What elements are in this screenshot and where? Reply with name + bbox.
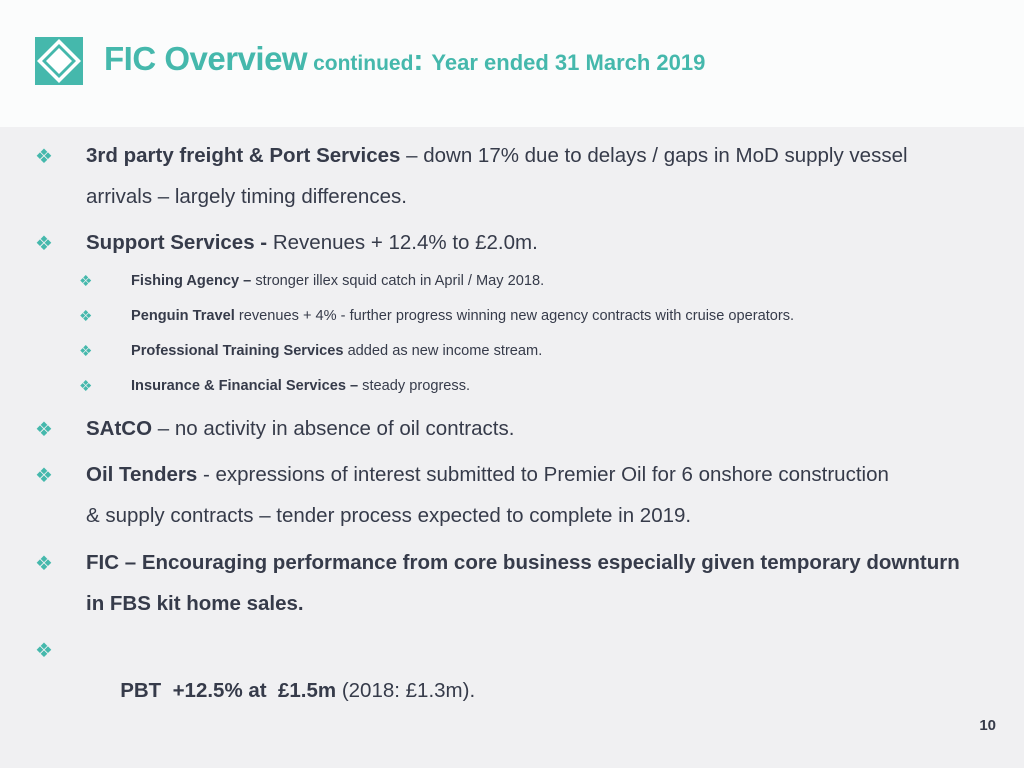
- bullet-text: [86, 408, 996, 449]
- bullet-text: [86, 222, 996, 263]
- bullet-rest: – no activity in absence of oil contracts.: [152, 417, 515, 440]
- bullet-line2: & supply contracts – tender process expected to complete in 2019.: [86, 504, 692, 527]
- sub-bullet-rest: steady progress.: [358, 378, 471, 394]
- sub-bullet-text: [131, 341, 542, 361]
- bullet-bold-line1: FIC – Encouraging performance from core business especially given temporary downturn: [86, 551, 960, 574]
- bullet-bold-line2: in FBS kit home sales.: [86, 592, 304, 615]
- page-title: [104, 40, 705, 78]
- bullet-text: [86, 135, 996, 217]
- bullet-diamond-icon: ❖: [79, 308, 93, 325]
- bullet-rest: (2018: £1.3m).: [336, 679, 476, 702]
- bullet-diamond-icon: ❖: [35, 146, 53, 168]
- bullet-bold: PBT +12.5% at £1.5m: [120, 679, 337, 702]
- bullet-text: [86, 542, 996, 624]
- bullet-rest: - expressions of interest submitted to Premier Oil for 6 onshore construction: [197, 463, 889, 486]
- sub-bullet-rest: stronger illex squid catch in April / May 2018.: [251, 273, 545, 289]
- sub-bullet-text: [131, 376, 470, 396]
- bullet-diamond-icon: ❖: [35, 419, 53, 441]
- sub-bullet-text: [131, 306, 794, 326]
- sub-bullet-rest: added as new income stream.: [343, 343, 543, 359]
- bullet-diamond-icon: ❖: [79, 273, 93, 290]
- bullet-diamond-icon: ❖: [35, 553, 53, 575]
- bullet-text: [86, 629, 996, 752]
- bullet-rest: – down 17% due to delays / gaps in MoD supply vessel: [400, 144, 908, 167]
- title-main: FIC Overview: [104, 40, 308, 77]
- bullet-diamond-icon: ❖: [35, 640, 53, 662]
- sub-bullet-rest: revenues + 4% - further progress winning new agency contracts with cruise operators.: [234, 308, 795, 324]
- bullet-bold: SAtCO: [86, 417, 153, 440]
- bullet-bold: Oil Tenders: [86, 463, 198, 486]
- title-period: Year ended 31 March 2019: [431, 50, 706, 75]
- title-continued: continued: [313, 52, 414, 75]
- sub-bullet-bold: Professional Training Services: [131, 343, 344, 359]
- sub-bullet-bold: Penguin Travel: [131, 308, 235, 324]
- slide-header: [0, 0, 1024, 127]
- page-number: 10: [979, 717, 996, 734]
- bullet-diamond-icon: ❖: [79, 343, 93, 360]
- bullet-rest: Revenues + 12.4% to £2.0m.: [267, 231, 538, 254]
- bullet-diamond-icon: ❖: [79, 378, 93, 395]
- bullet-bold: Support Services -: [86, 231, 268, 254]
- bullet-diamond-icon: ❖: [35, 233, 53, 255]
- bullet-bold: 3rd party freight & Port Services: [86, 144, 401, 167]
- bullet-text: [86, 454, 996, 536]
- sub-bullet-text: [131, 271, 544, 291]
- sub-bullet-bold: Insurance & Financial Services –: [131, 378, 359, 394]
- bullet-diamond-icon: ❖: [35, 465, 53, 487]
- diamond-logo-icon: [35, 37, 83, 85]
- bullet-line2: arrivals – largely timing differences.: [86, 185, 407, 208]
- sub-bullet-bold: Fishing Agency –: [131, 273, 252, 289]
- title-colon: :: [413, 44, 424, 77]
